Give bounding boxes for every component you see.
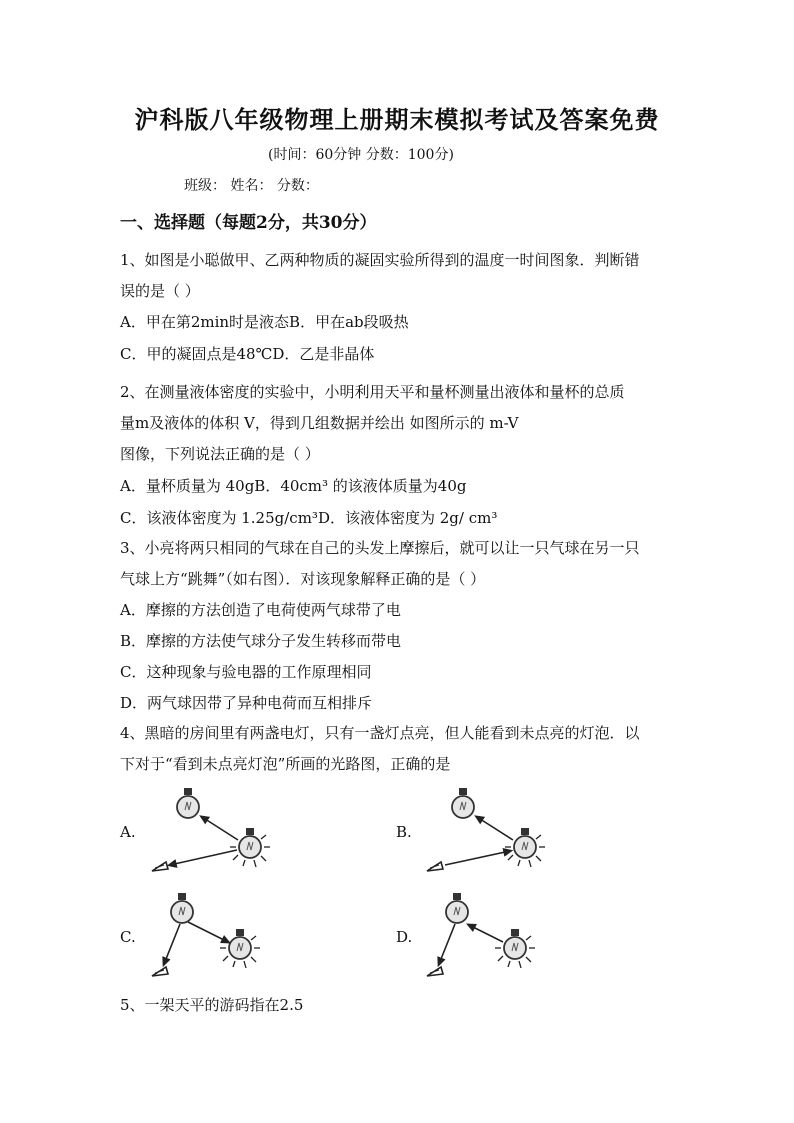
q2-stem-line3: 图像，下列说法正确的是（ ）: [120, 445, 320, 463]
eye-icon: [427, 862, 443, 871]
q1-stem-line1: 1、如图是小聪做甲、乙两种物质的凝固实验所得到的温度一时间图象．判断错: [120, 251, 640, 269]
q4-stem-line1: 4、黑暗的房间里有两盏电灯，只有一盏灯点亮，但人能看到未点亮的灯泡．以: [120, 724, 640, 742]
light-ray: [188, 922, 228, 942]
q2-options-cd: C．该液体密度为 1.25g/cm³D．该液体密度为 2g/ cm³: [120, 509, 498, 527]
q3-option-d: D．两气球因带了异种电荷而互相排斥: [120, 694, 373, 712]
section-heading: 一、选择题（每题2分，共30分）: [120, 213, 377, 233]
light-ray: [477, 817, 513, 840]
lit-bulb-icon: [230, 828, 270, 867]
unlit-bulb-icon: [446, 893, 468, 923]
eye-icon: [152, 862, 168, 871]
q3-stem-line2: 气球上方“跳舞”（如右图）．对该现象解释正确的是（ ）: [120, 570, 486, 588]
q3-option-c: C．这种现象与验电器的工作原理相同: [120, 663, 372, 681]
q4-figure-d: [415, 890, 565, 985]
unlit-bulb-icon: [171, 893, 193, 923]
lit-bulb-icon: [495, 929, 535, 968]
eye-icon: [427, 967, 443, 976]
q1-stem-line2: 误的是（ ）: [120, 282, 200, 300]
q3-option-a: A．摩擦的方法创造了电荷使两气球带了电: [120, 601, 401, 619]
q3-option-b: B．摩擦的方法使气球分子发生转移而带电: [120, 632, 402, 650]
unlit-bulb-icon: [452, 788, 474, 818]
lit-bulb-icon: [505, 828, 545, 867]
q1-options-cd: C．甲的凝固点是48℃D．乙是非晶体: [120, 345, 375, 363]
q4-label-c: C.: [120, 928, 136, 946]
q4-figure-a: [140, 785, 290, 880]
light-ray: [445, 851, 510, 865]
q3-stem-line1: 3、小亮将两只相同的气球在自己的头发上摩擦后，就可以让一只气球在另一只: [120, 539, 640, 557]
light-ray: [170, 850, 237, 865]
q2-stem-line1: 2、在测量液体密度的实验中，小明利用天平和量杯测量出液体和量杯的总质: [120, 383, 625, 401]
q4-label-d: D.: [396, 928, 413, 946]
q4-label-a: A.: [120, 823, 136, 841]
q4-label-b: B.: [396, 823, 412, 841]
student-info: 班级： 姓名： 分数：: [184, 178, 319, 194]
q5-stem-line1: 5、一架天平的游码指在2.5: [120, 996, 304, 1014]
eye-icon: [152, 967, 168, 976]
q4-figure-c: [140, 890, 290, 985]
lit-bulb-icon: [220, 929, 260, 968]
light-ray: [469, 925, 503, 942]
q4-figure-b: [415, 785, 565, 880]
q4-stem-line2: 下对于“看到未点亮灯泡”所画的光路图，正确的是: [120, 755, 451, 773]
light-ray: [439, 924, 455, 964]
light-ray: [202, 817, 238, 840]
unlit-bulb-icon: [177, 788, 199, 818]
page-title: 沪科版八年级物理上册期末模拟考试及答案免费: [134, 105, 660, 134]
exam-time-score: (时间：60分钟 分数：100分): [268, 147, 454, 163]
light-ray: [164, 924, 180, 964]
q2-stem-line2: 量m及液体的体积 V，得到几组数据并绘出 如图所示的 m-V: [120, 414, 519, 432]
q2-options-ab: A．量杯质量为 40gB．40cm³ 的该液体质量为40g: [120, 477, 467, 495]
q1-options-ab: A．甲在第2min时是液态B．甲在ab段吸热: [120, 313, 409, 331]
